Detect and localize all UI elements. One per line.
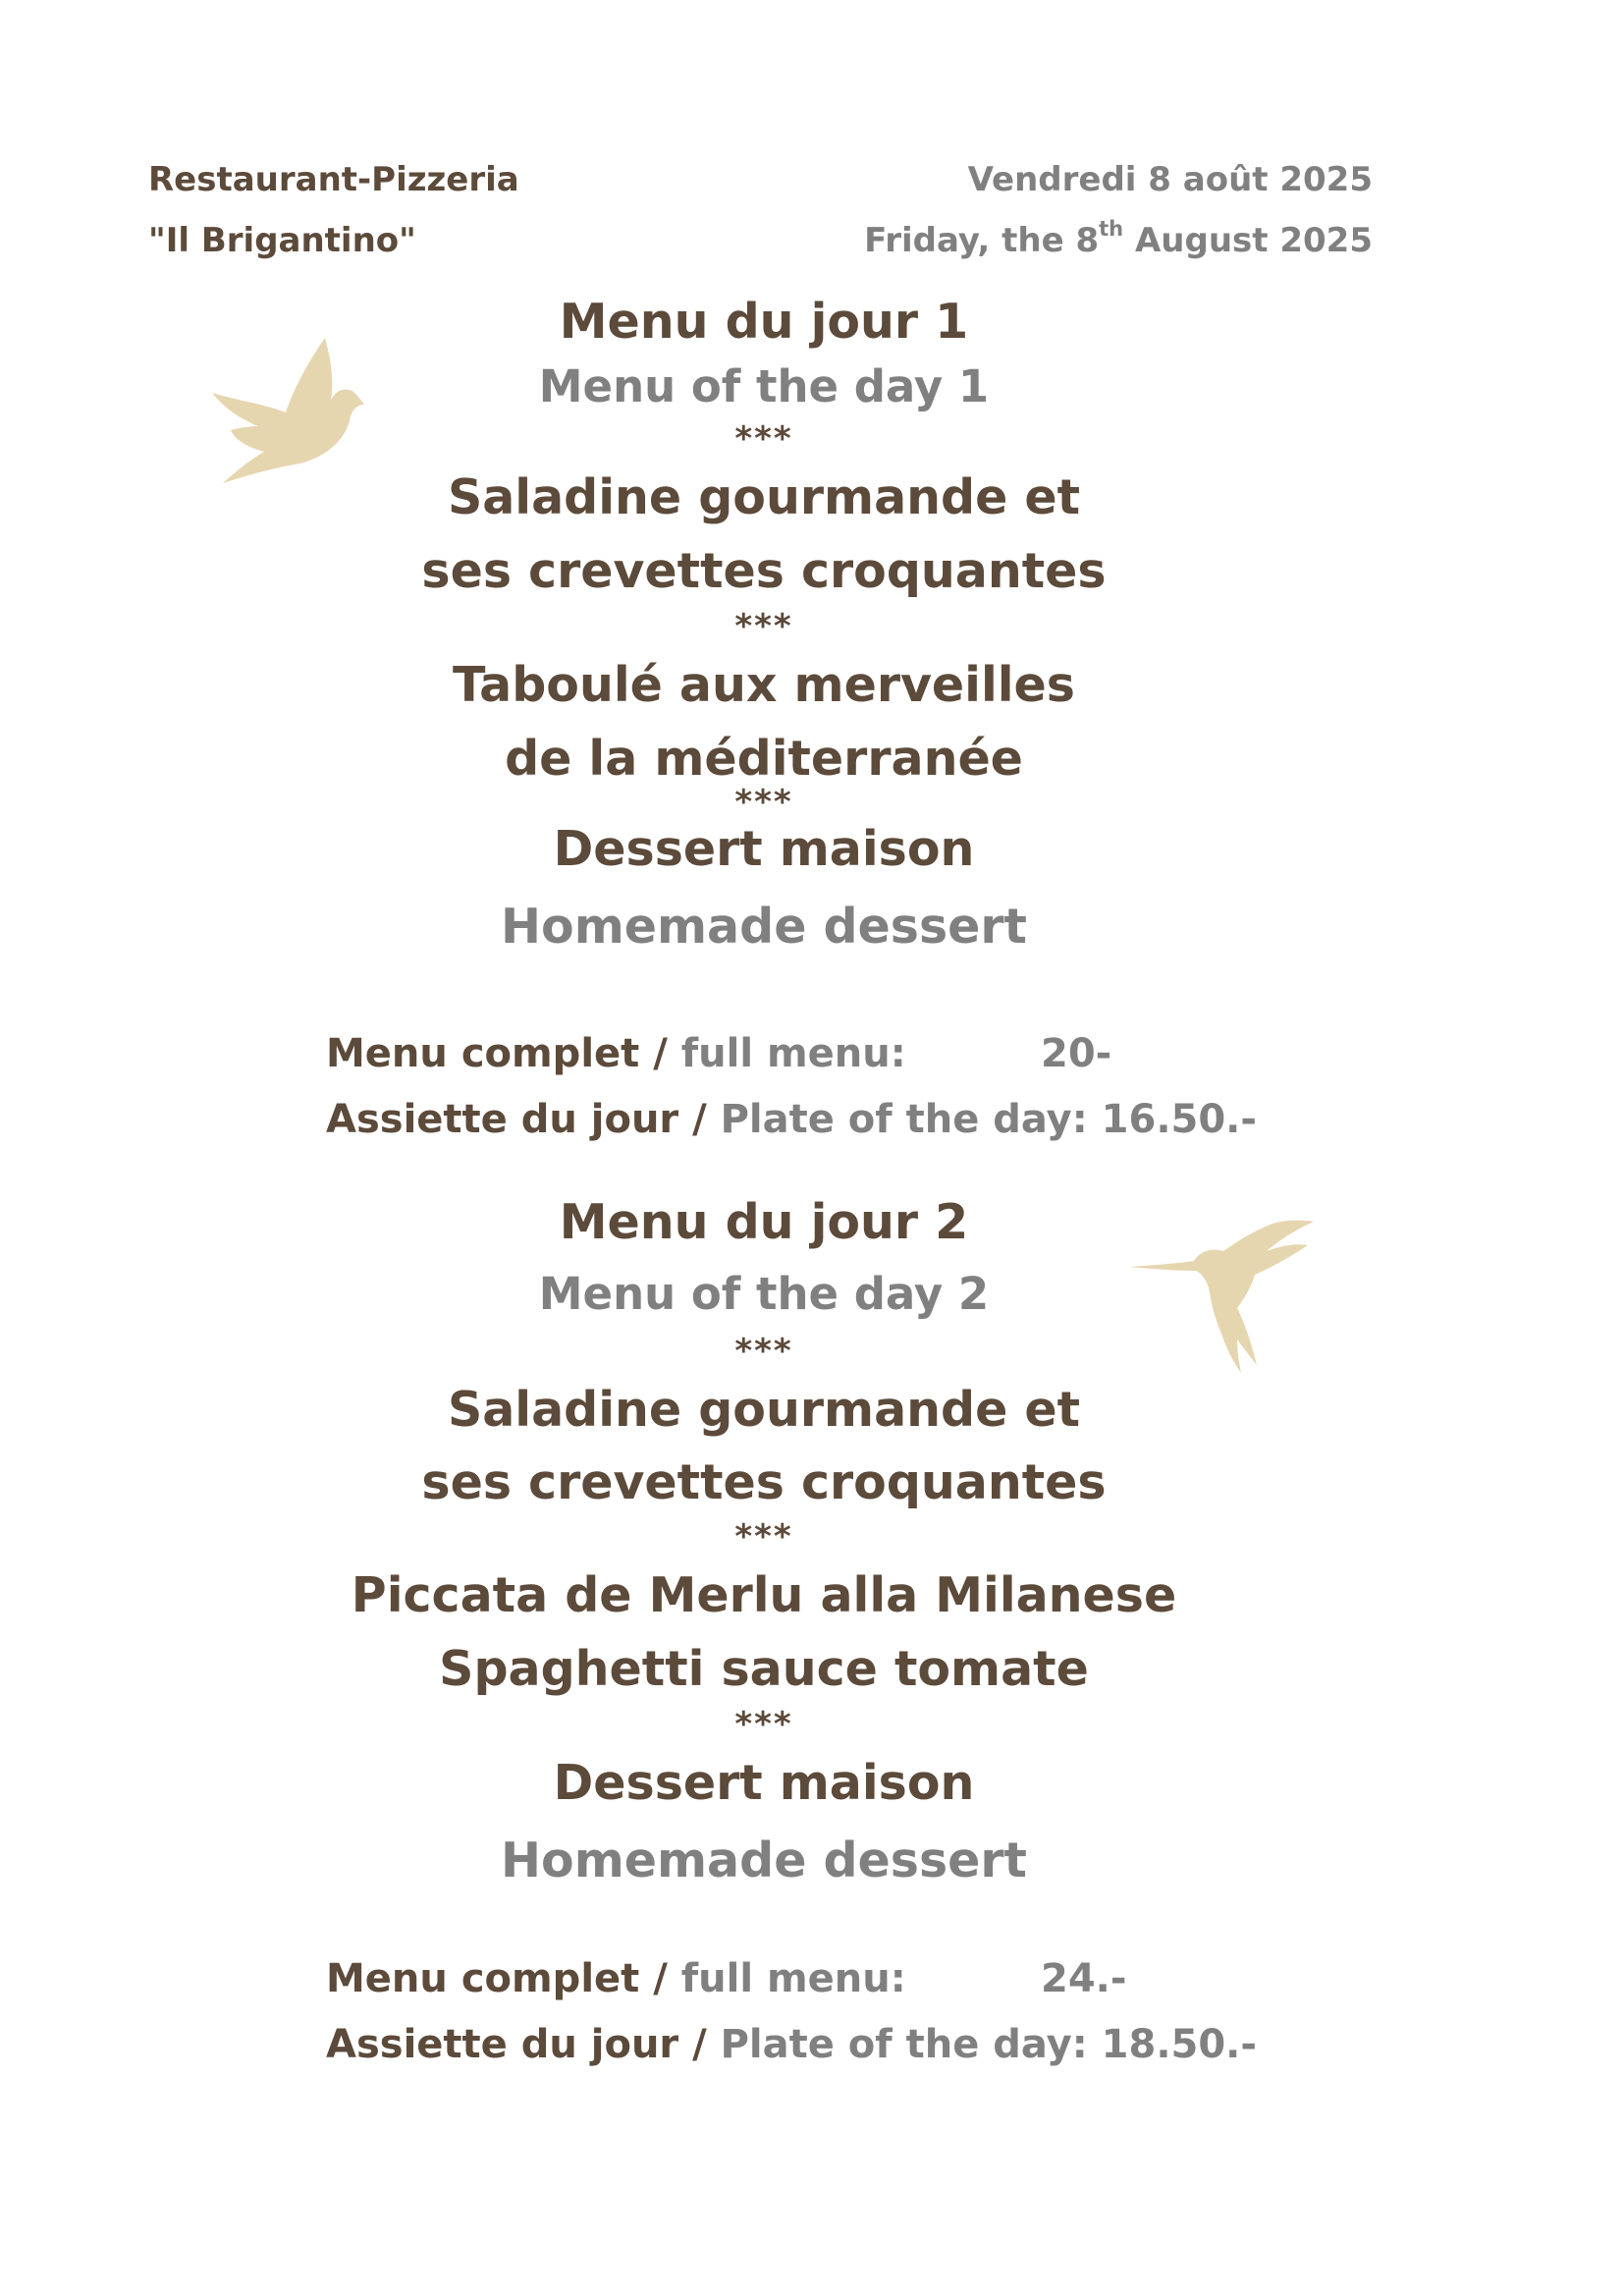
date-english-suffix-th: th bbox=[1099, 216, 1124, 241]
menu-2-title: Menu du jour 2 bbox=[559, 1194, 969, 1250]
price-value: 18.50.- bbox=[1087, 2022, 1257, 2067]
menu-2-main-line-1: Piccata de Merlu alla Milanese bbox=[351, 1567, 1177, 1623]
price-label-en: full menu: bbox=[667, 1956, 906, 2001]
restaurant-type: Restaurant-Pizzeria bbox=[148, 160, 519, 199]
menu-2-full-price bbox=[326, 1946, 1257, 2012]
menu-1-full-price bbox=[326, 1021, 1257, 1087]
menu-1-dessert-en: Homemade dessert bbox=[501, 899, 1027, 955]
price-value: 24.- bbox=[1041, 1956, 1127, 2001]
price-label-en: Plate of the day: bbox=[706, 2022, 1088, 2067]
date-english bbox=[864, 210, 1373, 271]
menu-1-starter-line-2: ses crevettes croquantes bbox=[421, 543, 1107, 599]
restaurant-name bbox=[148, 149, 519, 271]
menu-2-subtitle: Menu of the day 2 bbox=[538, 1268, 990, 1320]
course-separator: *** bbox=[734, 1332, 793, 1371]
menu-2-starter-line-2: ses crevettes croquantes bbox=[421, 1454, 1107, 1510]
price-value: 16.50.- bbox=[1087, 1097, 1257, 1142]
date-english-prefix: Friday, the 8 bbox=[864, 221, 1100, 260]
menu-1-prices bbox=[326, 1021, 1257, 1153]
date-english-month-year: August 2025 bbox=[1123, 221, 1373, 260]
price-label-fr: Menu complet / bbox=[326, 1031, 668, 1076]
menu-1-subtitle: Menu of the day 1 bbox=[538, 360, 990, 412]
menu-2-prices bbox=[326, 1946, 1257, 2078]
course-separator: *** bbox=[734, 783, 793, 822]
menu-2-dessert-fr: Dessert maison bbox=[553, 1755, 975, 1811]
course-separator: *** bbox=[734, 1517, 793, 1557]
price-label-fr: Assiette du jour / bbox=[326, 2022, 707, 2067]
menu-of-the-day-1 bbox=[0, 290, 1528, 965]
menu-2-dessert-en: Homemade dessert bbox=[501, 1832, 1027, 1888]
price-label-fr: Assiette du jour / bbox=[326, 1097, 707, 1142]
menu-of-the-day-2 bbox=[0, 1188, 1528, 1899]
menu-2-starter-line-1: Saladine gourmande et bbox=[447, 1382, 1081, 1438]
menu-1-main-line-2: de la méditerranée bbox=[505, 731, 1023, 787]
menu-1-dessert-fr: Dessert maison bbox=[553, 821, 975, 877]
price-label-en: Plate of the day: bbox=[706, 1097, 1088, 1142]
menu-1-title: Menu du jour 1 bbox=[559, 294, 969, 350]
course-separator: *** bbox=[734, 607, 793, 646]
menu-1-main-line-1: Taboulé aux merveilles bbox=[453, 657, 1075, 713]
menu-2-plate-price bbox=[326, 2012, 1257, 2078]
menu-1-starter-line-1: Saladine gourmande et bbox=[447, 469, 1081, 525]
course-separator: *** bbox=[734, 1705, 793, 1744]
price-label-en: full menu: bbox=[667, 1031, 906, 1076]
course-separator: *** bbox=[734, 419, 793, 459]
price-label-fr: Menu complet / bbox=[326, 1956, 668, 2001]
date-french: Vendredi 8 août 2025 bbox=[967, 160, 1373, 199]
restaurant-title: "Il Brigantino" bbox=[148, 221, 416, 260]
price-value: 20- bbox=[1041, 1031, 1112, 1076]
menu-2-main-line-2: Spaghetti sauce tomate bbox=[439, 1641, 1089, 1697]
menu-date bbox=[864, 149, 1373, 271]
menu-1-plate-price bbox=[326, 1087, 1257, 1153]
